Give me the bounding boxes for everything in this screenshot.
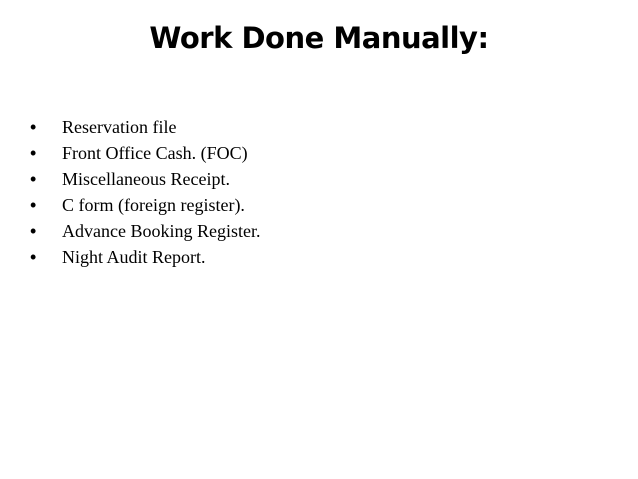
list-item [30,195,260,221]
bullet-icon: • [30,247,37,267]
list-item-text: Miscellaneous Receipt. [62,169,230,189]
bullet-icon: • [30,117,37,137]
list-item [30,221,260,247]
bullet-icon: • [30,169,37,189]
list-item-text: Advance Booking Register. [62,221,261,241]
list-item [30,169,260,195]
list-item [30,117,260,143]
bullet-icon: • [30,221,37,241]
list-item-text: Reservation file [62,117,177,137]
bullet-list [30,117,260,273]
slide-title: Work Done Manually: [149,21,489,55]
list-item-text: C form (foreign register). [62,195,245,215]
list-item [30,143,260,169]
bullet-icon: • [30,195,37,215]
list-item-text: Front Office Cash. (FOC) [62,143,248,163]
bullet-icon: • [30,143,37,163]
list-item [30,247,260,273]
list-item-text: Night Audit Report. [62,247,206,267]
